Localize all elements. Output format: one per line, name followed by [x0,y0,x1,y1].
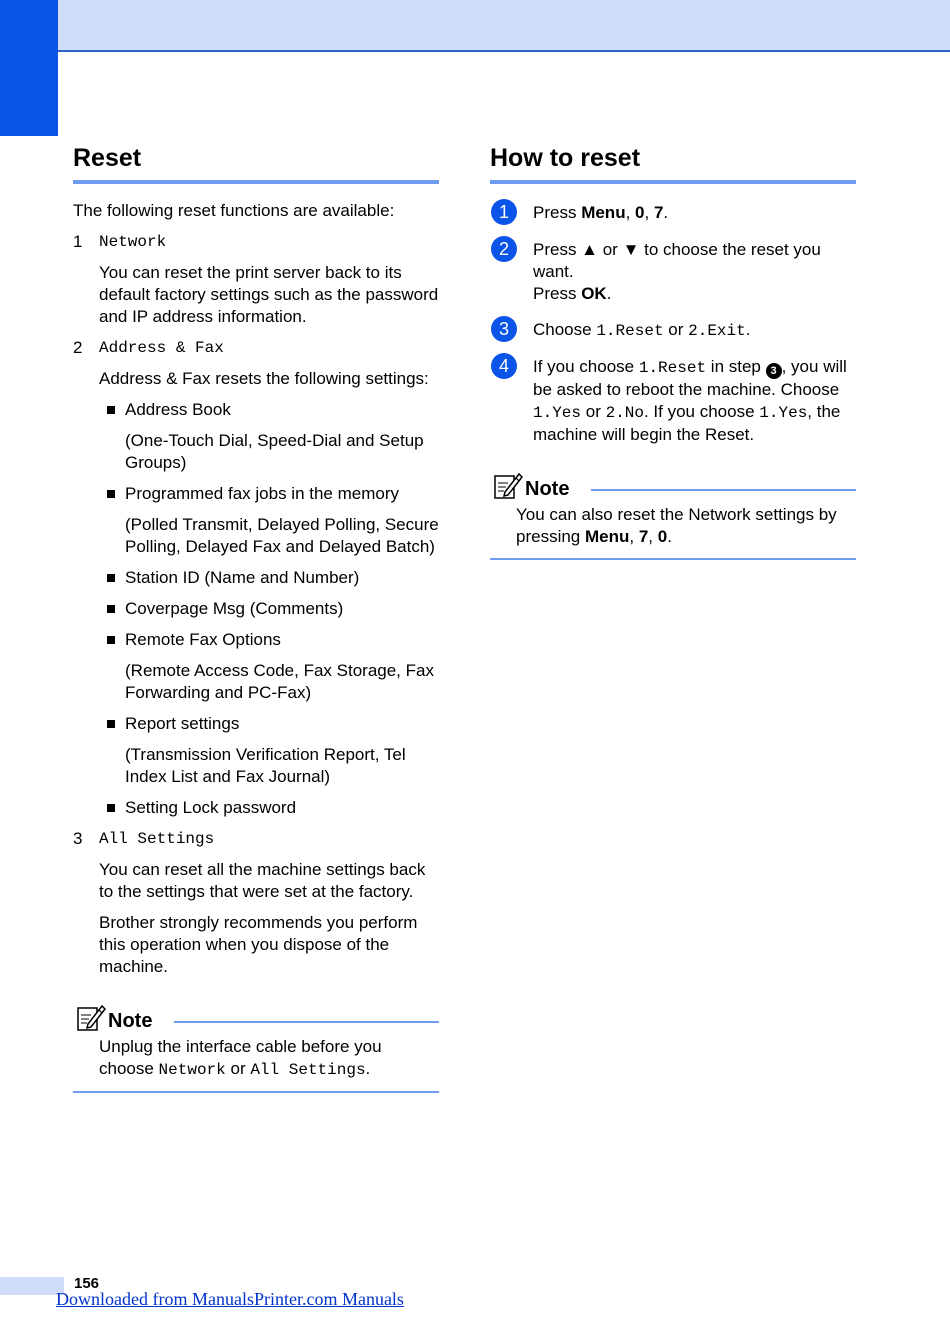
bullet-item [107,797,439,819]
list-item-network [73,231,439,253]
bullet-square-icon [107,720,115,728]
step-number-badge: 4 [491,353,517,379]
bullet-square-icon [107,490,115,498]
bullet-text: Remote Fax Options [125,630,281,649]
download-source-link[interactable]: Downloaded from ManualsPrinter.com Manuals [56,1289,404,1309]
note-header [73,998,439,1032]
code-all-settings: All Settings [250,1061,366,1079]
step-1 [490,202,856,225]
note-rule [174,1021,439,1023]
footer-band [0,1277,64,1295]
bullet-item [107,598,439,620]
note-box [490,466,856,560]
item-label: Address & Fax [99,339,224,357]
note-label: Note [525,478,570,500]
note-pencil-icon [493,470,523,500]
step-number-badge: 3 [491,316,517,342]
step-text: Choose 1.Reset or 2.Exit. [533,320,751,340]
intro-text: The following reset functions are available: [73,201,395,220]
step-reference-icon: 3 [766,363,782,379]
item-number: 1 [73,232,83,251]
bullet-text: Coverpage Msg (Comments) [125,599,344,618]
note-text: Unplug the interface cable before you choose Network or All Settings. [99,1037,382,1079]
note-text: You can also reset the Network settings by pressing Menu, 7, 0. [516,505,837,546]
section-title-reset: Reset [73,140,439,184]
step-4 [490,356,856,446]
step-number-badge: 2 [491,236,517,262]
item-description: Address & Fax resets the following settings: [99,369,429,388]
step-3 [490,319,856,342]
bullet-square-icon [107,406,115,414]
note-header [490,466,856,500]
step-text: If you choose 1.Reset in step 3 , you will be asked to reboot the machine. Choose 1.Yes or 2.No. If you choose 1.Yes, the machine will begin the Reset. [533,357,847,444]
note-pencil-icon [76,1002,106,1032]
bullet-text: Setting Lock password [125,798,297,817]
note-label: Note [108,1010,153,1032]
bullet-detail: (Transmission Verification Report, Tel Index List and Fax Journal) [125,745,406,786]
bullet-square-icon [107,804,115,812]
note-rule [591,489,856,491]
bullet-item [107,629,439,651]
step-2 [490,239,856,305]
item-description: You can reset all the machine settings back to the settings that were set at the factory. [99,860,426,901]
step-text: Press Menu, 0, 7. [533,203,669,222]
chapter-tab [0,0,58,136]
item-number: 2 [73,338,83,357]
bullet-text: Report settings [125,714,240,733]
bullet-detail: (One-Touch Dial, Speed-Dial and Setup Groups) [125,431,424,472]
reset-section [73,140,439,1093]
list-item-all-settings [73,828,439,850]
code-network: Network [158,1061,226,1079]
step-text: Press ▲ or ▼ to choose the reset you want. Press OK. [533,240,821,303]
item-number: 3 [73,829,83,848]
bullet-square-icon [107,636,115,644]
step-number-badge: 1 [491,199,517,225]
list-item-address-fax [73,337,439,359]
bullet-item [107,399,439,421]
bullet-text: Station ID (Name and Number) [125,568,360,587]
bullet-square-icon [107,574,115,582]
bullet-square-icon [107,605,115,613]
item-label: All Settings [99,830,215,848]
bullet-item [107,713,439,735]
bullet-text: Programmed fax jobs in the memory [125,484,399,503]
item-description: Brother strongly recommends you perform this operation when you dispose of the machine. [99,913,418,976]
how-to-reset-section [490,140,856,560]
header-band [58,0,950,52]
bullet-detail: (Remote Access Code, Fax Storage, Fax Forwarding and PC-Fax) [125,661,434,702]
bullet-item [107,483,439,505]
page-number: 156 [74,1275,100,1292]
bullet-item [107,567,439,589]
bullet-detail: (Polled Transmit, Delayed Polling, Secure Polling, Delayed Fax and Delayed Batch) [125,515,439,556]
item-description: You can reset the print server back to its default factory settings such as the password and IP address information. [99,263,439,326]
section-title-how-to-reset: How to reset [490,140,856,184]
note-box [73,998,439,1093]
item-label: Network [99,233,167,251]
bullet-text: Address Book [125,400,231,419]
